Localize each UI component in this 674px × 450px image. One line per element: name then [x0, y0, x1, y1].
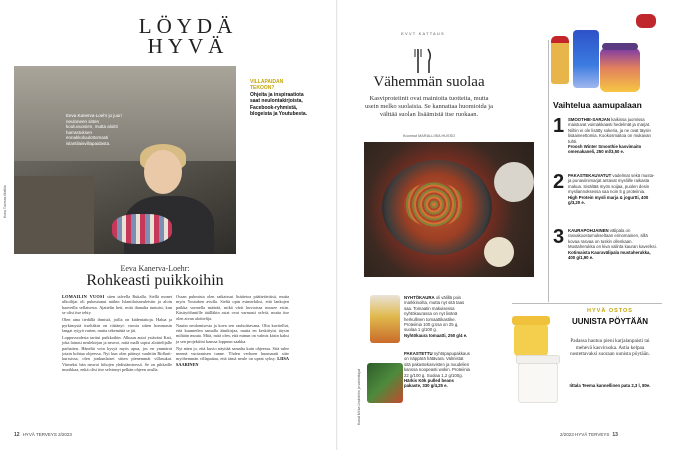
shop-label: HYVÄ OSTOS [587, 308, 633, 314]
lead-in: PAKASTEKAUVATUT [568, 173, 612, 178]
product-price: Nyhtökaura tomaatti, 250 g/4 e. [404, 332, 468, 338]
products-credit: Kuvat Mirka Lindström ja valmistajat [357, 368, 361, 425]
item-price: Kotimaista Kauravälipala mustaherukka, 400 g/1,90 e. [568, 249, 651, 261]
snack-cup-image [600, 48, 640, 92]
paragraph: Nyt näen jo, että kuvio näyttää samalta kuin ohjeessa. Sitä tulee mennä vuotamisen tunne. Yhden verhoen huomautti sitte myöhemmän villapaitaa, että tämä neule on upeat syksy. [176, 345, 289, 362]
section-heading: Vähemmän suolaa [373, 74, 485, 90]
product-image-pulled-beans [367, 363, 403, 403]
intro-credit: Koonnut MARIA-LIISA HUSSO [402, 134, 456, 138]
item-price: High Protein mysli marja & jogurtti, 400 g/3,20 e. [568, 194, 649, 206]
folio-right [560, 432, 618, 438]
mysli-box-image [573, 30, 599, 88]
breakfast-item [568, 173, 658, 205]
page-number: 12 [14, 432, 20, 438]
item-number: 3 [553, 226, 565, 248]
lead-in: LOMAILIN VUOSI [62, 294, 105, 299]
item-number: 1 [553, 115, 565, 137]
paragraph: Ossan puhmista olen ratkaissut lisätietoa päätietäväisä, mutta myös Youtuben avulla. Sieltä opin esimerkiksi, että lankojen paikka sormella määrää, mikä värit kuvioissa nousee esiin. Käsityöihmiille täälläkin asiat ovat varmasti selviä, mutta itse olen aivan aloittelija. [176, 294, 289, 321]
section-divider [512, 303, 662, 304]
product-blurb [404, 295, 470, 338]
article-column-1 [62, 294, 172, 374]
product-text: nyhtöpapupakkaus on näppärä hätävara. Valmistat sitä pakastekasvisten ja nuudelien kanssa noopeasti wokin. Proteiinia 22 g/100 g. Suolaa 1,2 g/100g. [404, 351, 470, 378]
gutter [336, 0, 338, 450]
item-text: kaikissa juomissa maistuvat voimakkaasti hedelmät ja marjat. Niihin ei ole lisätty sokeria, ja ne ovat täysin lisäaineettomia. Kookosmaitoa on mukavan tuhti. [568, 117, 651, 144]
white-pot-image [516, 355, 560, 403]
folio-left [14, 432, 72, 438]
article-column-2 [176, 294, 289, 369]
paragraph: Nautin neulomisesta ja koen sen rauhoittavana. Olin kuvitellut, että kuumeilen samalla äänikirjaa, mutta en keskittyisi täysin miltään muuta. Mitä, mitä olen, että minun on valmis käsin kaksi ja sen projektiini kanssa loppuun saakka. [176, 322, 289, 344]
page-number: 13 [612, 432, 618, 438]
folio-text: 2/2023 HYVÄ TERVEYS [560, 432, 610, 437]
photo-credit: Kuva Tuomas Mattila [3, 185, 7, 218]
product-blurb [404, 351, 470, 389]
photo-caption: Eeva Kanerva-Loehr jo juuri neuloneen sitten kouluvuosien, mutta aloitti harrastuksen ennakkoluulottomasti islantilaisvillapaidasta. [66, 113, 122, 146]
paragraph: siten talvella Rukalla. Siellä monet ulkoilijat oli pukeutunut näihin Islantilaisneuleisiin ja aloin haaveilla sellaisesta. Ajattelin heti, mitä ihanalta tuntuisi, kun se olisi itse tehty. [62, 294, 172, 316]
paragraph: Olen aina tiedällä ihmisiä, joilla on kädentaitoja. Halua ja pyrkimystä itseltäkin on riittänyt: vuosia sitten hommasin langat ryijyä varten, mutta tekemättä se jäi. [62, 317, 172, 333]
item-text: välipala on rasvakoostumukseltaan erinomainen, sillä kovaa rasvaa on tuskin ollenkaan. Mustaherukka on kiva valinta kauran kaveriksi. [568, 228, 657, 250]
brand-logo [636, 14, 656, 28]
paragraph: Loppuvuodesta tarttui puikkoihin. Alkuun autoi ystäväni Kati, joka lainasi neulekirjan ja neuvoi, mitä malli sopisi aloittelijalle parhaiten. Häneltä voin kysyä myös apua, jos en ymmärrä jotain kohtaa ohjeessa. Nyt kun olen päässyt vauhtiin Ridlarit-kurssissa, olen jonkunlaiset sitten pienemmät villasukat. Viimeksi hän neuvoi hihojen yhdistämisessä. Se on pikkaille murikkaa, enkä olisi itse selvinnyt pelkän ohjeen avulla. [62, 334, 172, 373]
section-title: LÖYDÄ HYVÄ [138, 14, 238, 58]
item-number: 2 [553, 171, 565, 193]
product-text: oli välillä pois markkinoilta, mutta nyt sitä taas saa. Tomaatin makuisessa nyhtökaurassa on nyt lisänä herkullinen tomaattikastike. Proteiinia 100 g:ssa on 25 g, suolaa 1 g/100 g. [404, 295, 465, 333]
lead-in: KAURAPOHJAINEN [568, 228, 609, 233]
lead-in: PAKASTETTU [404, 351, 433, 356]
byline-name: Eeva Kanerva-Loehr: [120, 264, 190, 273]
breakfast-item [568, 117, 658, 155]
shop-heading: UUNISTA PÖYTÄÄN [572, 317, 648, 326]
folio-text: HYVÄ TERVEYS 2/2023 [22, 432, 72, 437]
shop-price: Iittala Teema kannellinen pata 2,3 l, 80e. [569, 383, 651, 388]
sidebar-tip [250, 79, 308, 117]
article-headline: Rohkeasti puikkoihin [86, 272, 224, 289]
fork-knife-icon [398, 45, 448, 77]
product-price: Härkis Kök pulled beans pakaste, 330 g/4,25 e. [404, 378, 454, 389]
smoothie-bottle-image [551, 36, 569, 84]
item-price: Froosh Winter Smoothie kasvimaito omenakaneli, 250 ml/3,50 e. [568, 144, 642, 155]
shop-text: Padassa hautuu pieni karjalanpaisti tai mehevä kasviruoka. Astia kelpaa nostettavaksi suoraan uunista pöytään. [570, 338, 650, 358]
product-image-nyhtokaura [370, 295, 400, 343]
sidebar-question: VILLAPAIDAN TEKOON? [250, 79, 284, 92]
column-divider [548, 40, 549, 302]
sidebar-answer: Ohjeita ja inspiraatiota saat neulontakirjoista, Facebook-ryhmistä, blogeista ja Youtubesta. [250, 91, 308, 118]
breakfast-item [568, 228, 658, 260]
item-text: vadelmat sekä musta- ja punaviinimarjat antavat mysliille raikasta makua. Sisältää myös soijaa, puolen desin mysliannoksessa saa noin 5 g proteiinia. [568, 173, 655, 195]
lead-in: SMOOTHIE-SARJAN [568, 117, 611, 122]
bean-dish-photo [364, 142, 534, 277]
knitter-photo [14, 66, 236, 254]
signoff: LIISA SAARINEN [176, 356, 290, 367]
lead-in: NYHTÖKAURA [404, 295, 435, 300]
yellow-pot-image [512, 316, 550, 356]
section-intro: Kasviproteiinit ovat mainioita tuotteita, mutta usein melko suolaisia. Se kannattaa huomioida ja välttää suolan lisäämistä itse ruokaan. [365, 95, 493, 119]
side-heading: Vaihtelua aamupalaan [553, 100, 642, 110]
badge-text: EVVT KATTAUS [401, 31, 445, 36]
